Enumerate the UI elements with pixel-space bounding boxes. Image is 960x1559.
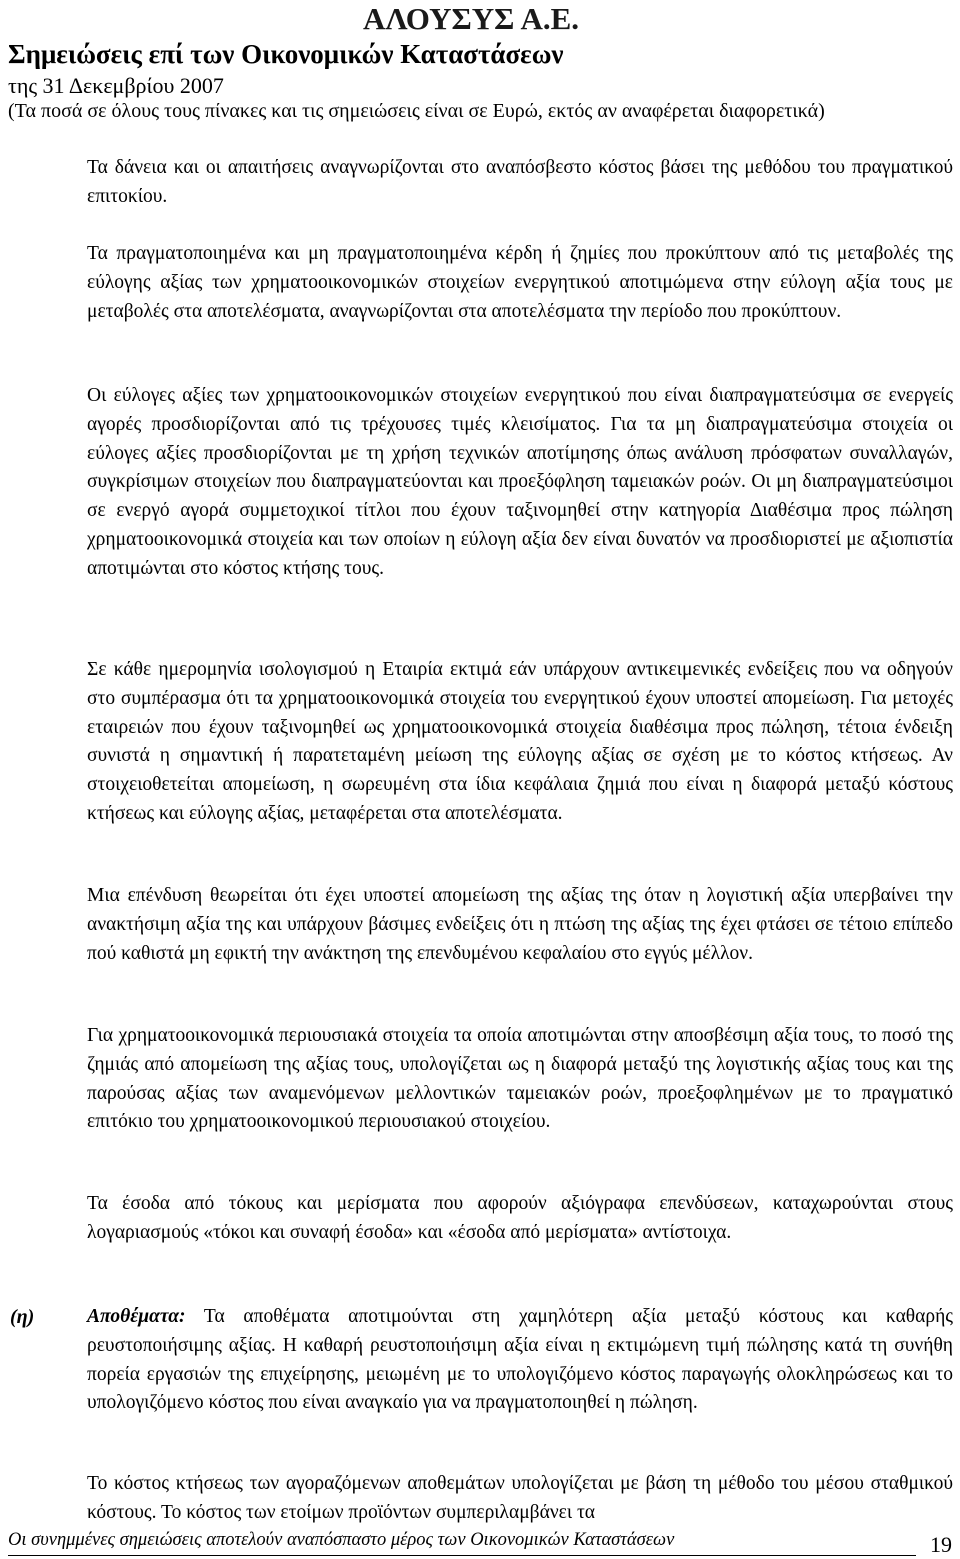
footer-note: Οι συνημμένες σημειώσεις αποτελούν αναπόσπαστο μέρος των Οικονομικών Καταστάσεων	[8, 1530, 675, 1550]
footer-divider	[8, 1555, 916, 1556]
page-footer	[8, 1528, 952, 1558]
paragraph-gains-losses: Τα πραγματοποιημένα και μη πραγματοποιημένα κέρδη ή ζημίες που προκύπτουν από τις μεταβολές της εύλογης αξίας των χρηματοοικονομικών στοιχείων ενεργητικού αποτιμώμενα στην εύλογη αξία τους με μεταβολές στα αποτελέσματα, αναγνωρίζονται στα αποτελέσματα την περίοδο που προκύπτουν.	[87, 243, 953, 322]
document-title: Σημειώσεις επί των Οικονομικών Καταστάσεων	[8, 39, 564, 69]
paragraph-investment-impairment: Μια επένδυση θεωρείται ότι έχει υποστεί απομείωση της αξίας της όταν η λογιστική αξία υπερβαίνει την ανακτήσιμη αξία της και υπάρχουν βάσιμες ενδείξεις ότι η πτώση της αξίας της έχει φτάσει σε τέτοιο επίπεδο πού καθιστά μη εφικτή την ανάκτηση της επενδυμένου κεφαλαίου στο εγγύς μέλλον.	[87, 885, 953, 964]
paragraph-amortised-cost-impairment: Για χρηματοοικονομικά περιουσιακά στοιχεία τα οποία αποτιμώνται στην αποσβέσιμη αξία τους, το ποσό της ζημιάς από απομείωση της αξίας τους, υπολογίζεται ως η διαφορά μεταξύ της λογιστικής αξίας τους και της παρούσας αξίας των αναμενόμενων μελλοντικών ταμειακών ροών, προεξοφλημένων με το πραγματικό επιτόκιο του χρηματοοικονομικού περιουσιακού στοιχείου.	[87, 1025, 953, 1133]
currency-note: (Τα ποσά σε όλους τους πίνακες και τις σημειώσεις είναι σε Ευρώ, εκτός αν αναφέρεται διαφορετικά)	[8, 100, 825, 122]
paragraph-loans-receivables: Τα δάνεια και οι απαιτήσεις αναγνωρίζονται στο αναπόσβεστο κόστος βάσει της μεθόδου του πραγματικού επιτοκίου.	[87, 157, 953, 207]
document-date: της 31 Δεκεμβρίου 2007	[8, 73, 224, 98]
inventories-text: Τα αποθέματα αποτιμούνται στη χαμηλότερη αξία μεταξύ κόστους και καθαρής ρευστοποιήσιμης αξίας. Η καθαρή ρευστοποιήσιμη αξία είναι η εκτιμώμενη τιμή πώλησης κατά τη συνήθη πορεία εργασιών της επιχείρησης, μειωμένη με το υπολογιζόμενο κόστος παραγωγής ολοκληρώσεως και το υπολογιζόμενο κόστος που είναι αναγκαίο για να πραγματοποιηθεί η πώληση.	[87, 1306, 953, 1414]
page-number: 19	[930, 1532, 952, 1557]
paragraph-interest-dividend-income: Τα έσοδα από τόκους και μερίσματα που αφορούν αξιόγραφα επενδύσεων, καταχωρούνται στους λογαριασμούς «τόκοι και συναφή έσοδα» και «έσοδα από μερίσματα» αντίστοιχα.	[87, 1193, 953, 1243]
company-name: ΑΛΟΥΣΥΣ Α.Ε.	[363, 1, 580, 36]
paragraph-fair-values: Οι εύλογες αξίες των χρηματοοικονομικών στοιχείων ενεργητικού που είναι διαπραγματεύσιμα σε ενεργείς αγορές προσδιορίζονται από τις τρέχουσες τιμές κλεισίματος. Για τα μη διαπραγματεύσιμα στοιχεία οι εύλογες αξίες προσδιορίζονται με τη χρήση τεχνικών αποτίμησης όπως ανάλυση πρόσφατων συναλλαγών, συγκρίσιμων στοιχείων που διαπραγματεύονται και προεξόφληση ταμειακών ροών. Οι μη διαπραγματεύσιμοι σε ενεργό αγορά συμμετοχικοί τίτλοι που έχουν ταξινομηθεί στην κατηγορία Διαθέσιμα προς πώληση χρηματοοικονομικά στοιχεία και των οποίων η εύλογη αξία δεν είναι δυνατόν να προσδιοριστεί με αξιοπιστία αποτιμώνται στο κόστος κτήσης τους.	[87, 385, 953, 579]
paragraph-inventories	[87, 1303, 953, 1418]
paragraph-inventory-cost: Το κόστος κτήσεως των αγοραζόμενων αποθεμάτων υπολογίζεται με βάση τη μέθοδο του μέσου σταθμικού κόστους. Το κόστος των ετοίμων προϊόντων συμπεριλαμβάνει τα	[87, 1473, 953, 1523]
paragraph-impairment-indicators: Σε κάθε ημερομηνία ισολογισμού η Εταιρία εκτιμά εάν υπάρχουν αντικειμενικές ενδείξεις που να οδηγούν στο συμπέρασμα ότι τα χρηματοοικονομικά στοιχεία του ενεργητικού έχουν υποστεί απομείωση. Για μετοχές εταιρειών που έχουν ταξινομηθεί ως χρηματοοικονομικά στοιχεία διαθέσιμα προς πώληση, τέτοια ένδειξη συνιστά η σημαντική ή παρατεταμένη μείωση της εύλογης αξίας σε σχέση με το κόστος κτήσεως. Αν στοιχειοθετείται απομείωση, η σωρευμένη στα ίδια κεφάλαια ζημιά που είναι η διαφορά μεταξύ κόστους κτήσεως και εύλογης αξίας, μεταφέρεται στα αποτελέσματα.	[87, 659, 953, 824]
section-marker: (η)	[10, 1306, 35, 1328]
inventories-term: Αποθέματα:	[87, 1306, 186, 1327]
